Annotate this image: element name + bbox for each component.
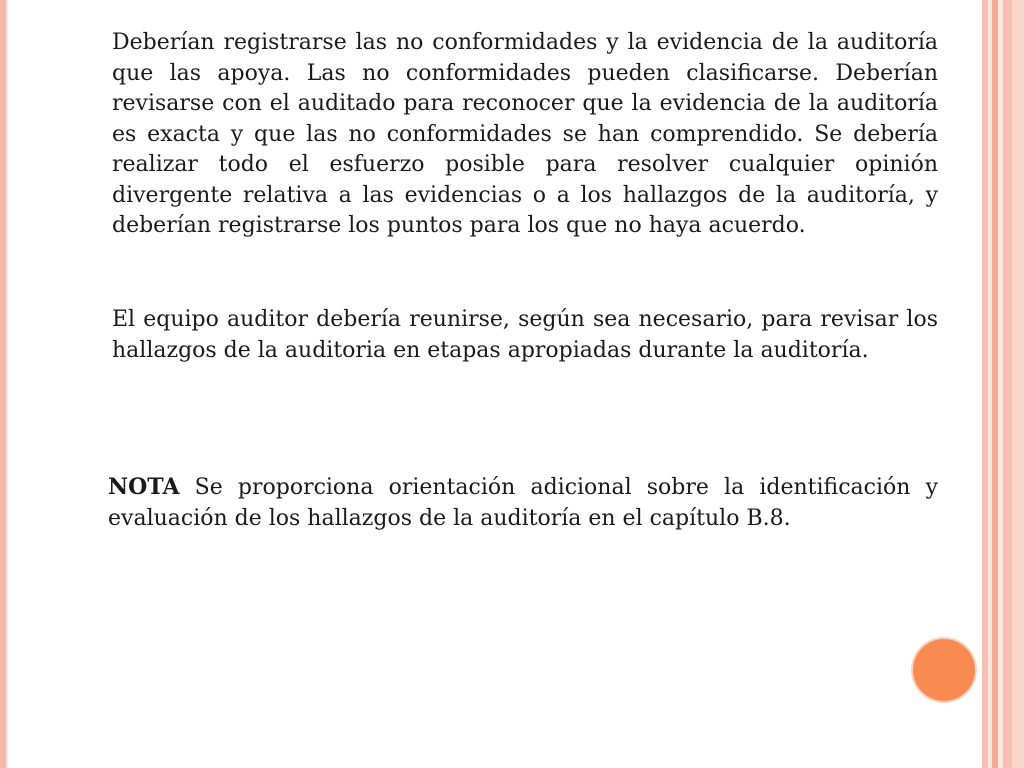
right-border-stripe-5	[1003, 0, 1012, 768]
right-border-stripe-6	[1012, 0, 1024, 768]
note-text: Se proporciona orientación adicional sobre la identificación y evaluación de los hallazgos de la auditoría en el capítulo B.8.	[108, 475, 938, 531]
note-paragraph	[108, 472, 938, 534]
note-label: NOTA	[108, 474, 180, 500]
orange-circle-decoration-icon	[913, 639, 975, 701]
paragraph-audit-team: El equipo auditor debería reunirse, según sea necesario, para revisar los hallazgos de la auditoria en etapas apropiadas durante la auditoría.	[112, 307, 938, 363]
left-border-inner-stripe	[6, 0, 8, 768]
paragraph-nonconformities: Deberían registrarse las no conformidades y la evidencia de la auditoría que las apoya. Las no conformidades pueden clasificarse. Deberían revisarse con el auditado para reconocer que la evidencia de la auditoría es exacta y que las no conformidades se han comprendido. Se debería realizar todo el esfuerzo posible para resolver cualquier opinión divergente relativa a las evidencias o a los hallazgos de la auditoría, y deberían registrarse los puntos para los que no haya acuerdo.	[112, 30, 938, 238]
